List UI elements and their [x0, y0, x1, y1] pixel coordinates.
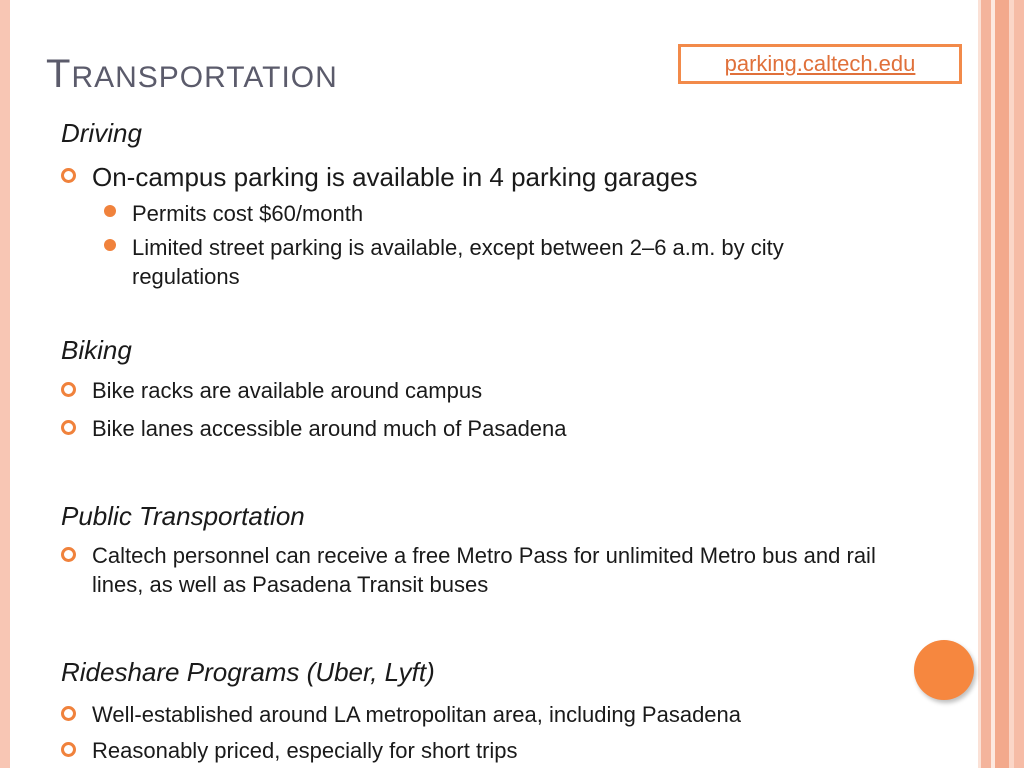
bullet-metro-pass	[61, 541, 881, 599]
bullet-bike-lanes	[61, 414, 567, 443]
bullet-text: Caltech personnel can receive a free Metro Pass for unlimited Metro bus and rail lines, as well as Pasadena Transit buses	[92, 543, 876, 597]
sub-bullet-permits	[104, 199, 864, 228]
bullet-text: Reasonably priced, especially for short trips	[92, 738, 518, 763]
ring-bullet-icon	[61, 420, 76, 435]
parking-link[interactable]: parking.caltech.edu	[724, 51, 916, 76]
ring-bullet-icon	[61, 168, 76, 183]
sub-bullet-street-parking	[104, 233, 864, 291]
sub-bullet-text: Limited street parking is available, except between 2–6 a.m. by city regulations	[132, 235, 784, 289]
bullet-driving-parking	[61, 162, 698, 192]
bullet-rideshare-area	[61, 700, 741, 729]
bullet-bike-racks	[61, 376, 482, 405]
heading-driving: Driving	[61, 118, 142, 148]
ring-bullet-icon	[61, 547, 76, 562]
heading-public-transportation: Public Transportation	[61, 501, 305, 531]
ring-bullet-icon	[61, 706, 76, 721]
bullet-text: Well-established around LA metropolitan area, including Pasadena	[92, 702, 742, 727]
bullet-text: Bike racks are available around campus	[92, 378, 483, 403]
heading-rideshare: Rideshare Programs (Uber, Lyft)	[61, 657, 435, 687]
title-rest: RANSPORTATION	[71, 61, 338, 94]
ring-bullet-icon	[61, 382, 76, 397]
dot-bullet-icon	[104, 239, 116, 251]
ring-bullet-icon	[61, 742, 76, 757]
bullet-text: Bike lanes accessible around much of Pasadena	[92, 416, 567, 441]
title-first-letter: T	[46, 52, 72, 96]
heading-biking: Biking	[61, 335, 132, 365]
dot-bullet-icon	[104, 205, 116, 217]
decorative-orange-circle	[914, 640, 974, 700]
bullet-rideshare-price	[61, 736, 518, 765]
bullet-text: On-campus parking is available in 4 parking garages	[92, 162, 698, 192]
sub-bullet-text: Permits cost $60/month	[132, 201, 364, 226]
right-decorative-band	[978, 0, 1024, 768]
